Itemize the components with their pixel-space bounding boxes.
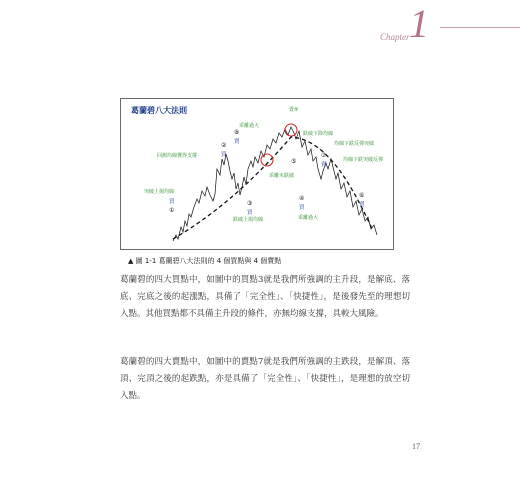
point-8-sell: 賣 xyxy=(234,139,240,145)
label-not-broken: 乖離未跌破 xyxy=(269,173,295,179)
label-rebound-break: 均線下跌反彈突破 xyxy=(334,141,375,147)
point-5: ⑤ xyxy=(291,158,297,165)
point-6: ⑥ xyxy=(359,192,365,199)
label-rebound-down: 均線下跌突破反彈 xyxy=(343,157,384,163)
point-2-buy: 買 xyxy=(221,152,227,158)
figure-granville-rules xyxy=(120,98,394,250)
label-far-from-ma2: 乖離過大 xyxy=(298,215,319,221)
point-6-sell: 賣 xyxy=(359,202,365,208)
point-2: ② xyxy=(221,142,227,149)
paragraph-buy-points: 葛蘭碧的四大買點中，如圖中的買點3就是我們所強調的主升段，是解底、落底、完底之後的起漲點，具備了「完全性」、「快捷性」，是後發先至的理想切入點。其他買點都不具備主升段的條件，亦無均線支撐，具較大風險。 xyxy=(120,275,410,319)
point-3: ③ xyxy=(247,200,253,207)
point-4: ④ xyxy=(299,195,305,202)
label-sell-top: 賣⑤ xyxy=(289,107,299,113)
figure-caption: ▲ 圖 1-1 葛蘭碧八大法則的 4 個買點與 4 個賣點 xyxy=(128,257,282,265)
point-7-sell: 賣 xyxy=(321,162,327,168)
page-number: 17 xyxy=(412,442,420,451)
point-1: ① xyxy=(169,207,175,214)
label-break-ma-up: 突破上揚均線 xyxy=(144,189,175,195)
label-above-ma: 跌破上揚均線 xyxy=(233,217,264,223)
point-7: ⑦ xyxy=(321,152,327,159)
chapter-rule xyxy=(440,27,520,28)
point-8: ⑧ xyxy=(234,129,240,136)
granville-chart xyxy=(121,99,393,249)
figure-title: 葛蘭碧八大法則 xyxy=(131,106,187,115)
moving-average-curve xyxy=(173,137,373,239)
point-1-buy: 買 xyxy=(169,199,175,205)
chapter-number: 1 xyxy=(409,1,429,46)
paragraph-sell-points: 葛蘭碧的四大賣點中，如圖中的賣點7就是我們所強調的主跌段，是解頂、落頂、完頂之後的起跌點，亦是具備了「完全性」、「快捷性」，是理想的放空切入點。 xyxy=(120,357,410,401)
label-break-ma: 跌破下降均線 xyxy=(303,131,334,137)
label-pullback-support: 回測均線獲得支撐 xyxy=(157,153,198,159)
sell-point-circle-top xyxy=(285,124,297,136)
point-4-buy: 買 xyxy=(299,205,305,211)
point-3-buy: 買 xyxy=(247,210,253,216)
chapter-word: Chapter xyxy=(380,32,410,42)
label-far-from-ma: 乖離過大 xyxy=(239,123,260,129)
